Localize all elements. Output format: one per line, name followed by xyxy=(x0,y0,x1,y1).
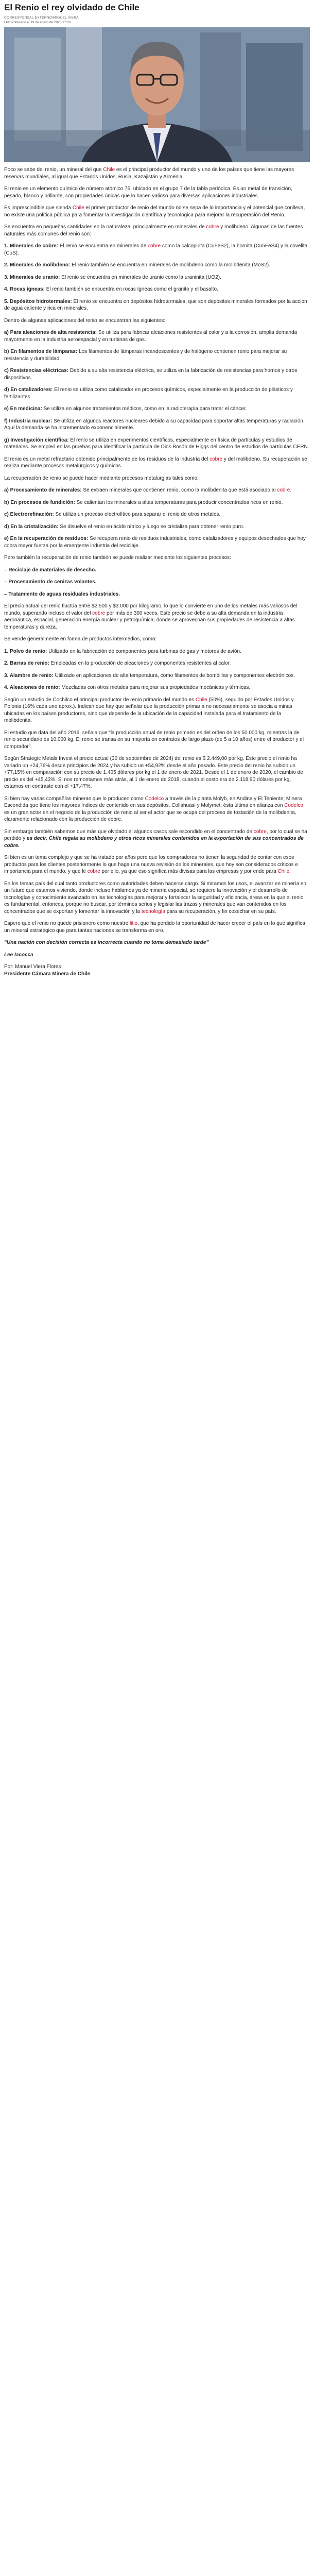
paragraph-text: Sin embargo también sabemos que más que olvidado el algunos casos sale escondido en el concentrado de xyxy=(4,828,254,835)
hero-portrait-image xyxy=(4,27,310,162)
article-paragraph xyxy=(4,329,310,343)
article-paragraph xyxy=(4,535,310,549)
paragraph-text: El renio se encuentra en depósitos hidrotermales, que son depósitos minerales formados por la acción de agua caliente y rica en minerales. xyxy=(4,298,307,311)
paragraph-text: El renio es un metal refractario obtenido principalmente de los residuos de la industria del xyxy=(4,456,210,462)
article-paragraph xyxy=(4,567,310,574)
article-paragraph xyxy=(4,166,310,180)
paragraph-text: Se disuelve el renio en ácido nítrico y luego se cristaliza para obtener renio puro. xyxy=(58,523,245,530)
article-body xyxy=(4,166,310,958)
article xyxy=(0,0,314,987)
portrait-illustration xyxy=(4,27,310,162)
paragraph-heading: – Procesamiento de cenizas volantes. xyxy=(4,579,97,585)
paragraph-heading: 3. Alambre de renio: xyxy=(4,672,54,679)
paragraph-text: Se recupera renio de residuos industriales, como catalizadores y equipos desechados que hoy cobra mayor fuerza por la emergente industria del reciclaje. xyxy=(4,536,306,549)
inline-link[interactable]: cobre xyxy=(87,869,100,874)
article-paragraph xyxy=(4,386,310,400)
signature-title: Presidente Cámara Minera de Chile xyxy=(4,971,91,977)
inline-link[interactable]: Codelco xyxy=(145,795,164,802)
paragraph-text: La recuperación de renio se puede hacer mediante procesos metalurgias tales como: xyxy=(4,475,199,481)
paragraph-heading: – Reciclaje de materiales de desecho. xyxy=(4,567,96,573)
paragraph-heading: b) En filamentos de lámparas: xyxy=(4,349,78,354)
article-paragraph xyxy=(4,437,310,451)
paragraph-heading: d) En la cristalización: xyxy=(4,523,59,530)
paragraph-text: el primer productor de renio del mundo no se sepa de lo importancia y el potencial que conlleva, no existe una política pública para fomentar la investigación científica y tecnológica para mejorar la recuperación del Renio. xyxy=(4,205,305,218)
article-paragraph xyxy=(4,880,310,916)
paragraph-text: (50%), seguido por Estados Unidos y Polonia (16% cada uno aprox.). Indican que hay que señalar que la producción primaria no necesariamente se asocia a minas ubicadas en los países productores, sino que depende de la ubicación de la capacidad instalada para el tratamiento de la molibdenita. xyxy=(4,697,294,723)
article-paragraph xyxy=(4,298,310,312)
article-paragraph xyxy=(4,367,310,381)
article-paragraph xyxy=(4,730,310,751)
paragraph-text: Se utiliza en algunos tratamientos médicos, como en la radioterapia para tratar el cáncer. xyxy=(42,406,247,412)
inline-link[interactable]: Chile xyxy=(103,167,115,173)
article-paragraph xyxy=(4,286,310,293)
paragraph-text: Se vende generalmente en forma de productos intermedios, como: xyxy=(4,636,157,642)
paragraph-text: . xyxy=(289,869,291,874)
paragraph-text: Poco se sabe del renio, un mineral del que xyxy=(4,167,103,173)
article-paragraph xyxy=(4,274,310,281)
article-paragraph xyxy=(4,795,310,823)
article-paragraph xyxy=(4,939,310,946)
article-paragraph xyxy=(4,636,310,643)
article-paragraph xyxy=(4,952,310,959)
article-paragraph xyxy=(4,205,310,218)
article-paragraph xyxy=(4,672,310,680)
article-paragraph xyxy=(4,579,310,586)
paragraph-heading: b) En procesos de fundición: xyxy=(4,499,75,505)
paragraph-heading: 1. Minerales de cobre: xyxy=(4,243,59,249)
paragraph-heading: 4. Aleaciones de renio: xyxy=(4,685,60,690)
paragraph-text: . xyxy=(290,487,292,493)
article-title: El Renio el rey olvidado de Chile xyxy=(4,3,139,12)
paragraph-heading: f) Industria nuclear: xyxy=(4,418,53,424)
paragraph-text: Los filamentos de lámparas incandescentes y de halógeno contienen renio para mejorar su resistencia y durabilidad. xyxy=(4,349,287,362)
paragraph-text: Es imprescindible que sienda xyxy=(4,205,73,211)
emphasis-text: “Una nación con decisión correcta es incorrecta cuando no toma demasiado tarde” xyxy=(4,940,209,945)
paragraph-heading: c) Resistencias eléctricas: xyxy=(4,368,69,374)
article-paragraph xyxy=(4,684,310,691)
inline-link[interactable]: Codelco xyxy=(284,803,303,808)
paragraph-heading: d) En catalizadores: xyxy=(4,387,53,393)
paragraph-text: Se utiliza para fabricar aleaciones resistentes al calor y a la corrosión, amplia demanda mayormente en la industria aeroespacial y en turbinas de gas. xyxy=(4,330,298,343)
inline-link[interactable]: cobre xyxy=(210,456,223,462)
inline-link[interactable]: cobre xyxy=(92,610,106,616)
article-byline[interactable]: CORRESPONSAL EXTERNO/MIGUEL VIERA xyxy=(4,16,79,20)
paragraph-heading: a) Para aleaciones de alta resistencia: xyxy=(4,330,97,335)
paragraph-text: El renio se utiliza como catalizador en procesos químicos, especialmente en la producción de plásticos y fertilizantes. xyxy=(4,387,293,400)
paragraph-text: El renio también se encuentra en minerales de molibdeno como la molibdenita (MoS2). xyxy=(70,262,270,268)
paragraph-text: Empleadas en la producción de aleaciones y componentes resistentes al calor. xyxy=(49,660,231,666)
paragraph-text: Mezcladas con otros metales para mejorar sus propiedades mecánicas y térmicas. xyxy=(60,685,251,690)
article-paragraph xyxy=(4,697,310,724)
emphasis-text: es decir, Chile regala su molibdeno y otros ricos minerales contenidos en la exportación de sus concentrados de cobre. xyxy=(4,836,304,849)
article-paragraph xyxy=(4,603,310,631)
inline-link[interactable]: Chile xyxy=(195,697,207,703)
inline-link[interactable]: cobre xyxy=(148,243,161,249)
signature-author: Por: Manuel Viera Flores xyxy=(4,964,61,970)
article-paragraph xyxy=(4,499,310,506)
article-paragraph xyxy=(4,920,310,934)
article-paragraph xyxy=(4,554,310,562)
paragraph-heading: 4. Rocas ígneas: xyxy=(4,286,45,292)
paragraph-text: Según Strategic Metals Invest el precio actual (30 de septiembre de 2024) del renio es $ 2.449,00 por kg. Este precio el renio ha variado un +24,76% desde principios de 2024 y ha subido un +54,92% desde el año pasado. Este precio del renio ha subido un +77,15% en comparación con su precio de 1.405 dólares por kg el 1 de enero de 2021. Desde el 1 de enero de 2020, el cambio de precio es del +45,43%. Si nos remontamos más atrás, al 1 de enero de 2018, cuando el costo era de 2.118,90 dólares por kg, estamos en contraste con el +17,47%. xyxy=(4,756,303,789)
paragraph-text: es un gran actor en el negocio de la producción de renio al ser el actor que se ocupa del proceso de tostación de la molibdenita, claramente relacionado con la producción de cobre. xyxy=(4,809,296,822)
paragraph-text: por ello, ya que eso significa más divisas para las empresas y por ende para xyxy=(100,869,278,874)
paragraph-text: Si bien hay varias compañías mineras que lo producen como xyxy=(4,795,145,802)
article-paragraph xyxy=(4,224,310,238)
inline-link[interactable]: tecnología xyxy=(141,908,165,914)
article-paragraph xyxy=(4,648,310,655)
paragraph-heading: e) En medicina: xyxy=(4,406,42,412)
article-paragraph xyxy=(4,511,310,518)
article-paragraph xyxy=(4,755,310,790)
article-paragraph xyxy=(4,262,310,269)
paragraph-text: Se calientan los minerales a altas temperaturas para producir concentrados ricos en renio. xyxy=(75,499,283,505)
article-paragraph xyxy=(4,405,310,413)
inline-link[interactable]: Chile xyxy=(277,869,290,874)
paragraph-heading: a) Procesamiento de minerales: xyxy=(4,487,82,493)
paragraph-text: Debido a su alta resistencia eléctrica, se utiliza en la fabricación de resistencias para hornos y otros dispositivos. xyxy=(4,368,298,381)
paragraph-text: En los temas país del cual tanto productores como autoridades deben hacerse cargo. Si miramos los usos, el avanzar en minería en un futuro que estamos viviendo, donde incluso hablamos ya de minería espacial, se requiere la innovación y el desarrollo de tecnologías y conocimiento avanzado en las tecnologías para mejorar y fortalecer la seguridad y eficiencia, áreas en la que el renio es fundamental, entonces, porque no buscar, por términos serios y legislar las trazas y minerales que van contenidos en los concentrados que se exportan y fomentar la innovación y la xyxy=(4,880,306,914)
inline-link[interactable]: cobre xyxy=(206,224,219,230)
inline-link[interactable]: cobre xyxy=(253,828,267,835)
paragraph-text: Utilizado en aplicaciones de alta temperatura, como filamentos de bombillas y componentes electrónicos. xyxy=(53,672,295,679)
article-paragraph xyxy=(4,523,310,531)
paragraph-text: , por lo cual se ha perdido y xyxy=(4,828,307,841)
paragraph-text: Se encuentra en pequeñas cantidades en la naturaleza, principalmente en minerales de xyxy=(4,224,206,230)
inline-link[interactable]: cobre xyxy=(277,487,290,493)
paragraph-text: El renio se encuentra en minerales de uranio como la uraninita (UO2). xyxy=(60,274,221,280)
paragraph-text: , que ha perdido la oportunidad de hacer crecer el país en lo que significa un mineral estratégico que para tantas naciones se transforma en oro. xyxy=(4,921,305,934)
paragraph-text: para su recuperación, y fin cosechar en su país. xyxy=(165,908,276,914)
article-paragraph xyxy=(4,660,310,667)
paragraph-text: El renio se utiliza en experimentos científicos, especialmente en física de partículas y estudios de materiales. Se empleó en las pruebas para identificar la partícula de Dios Bosón de Higgs del centro de estudios de partículas CERN. xyxy=(4,437,309,450)
paragraph-text: y del molibdeno. Su recuperación se realiza mediante procesos metalúrgicos y químicos. xyxy=(4,456,307,469)
inline-link[interactable]: litio xyxy=(130,921,138,926)
paragraph-text: y molibdeno. Algunas de las fuentes naturales más comunes del renio son: xyxy=(4,224,303,237)
paragraph-heading: 1. Polvo de renio: xyxy=(4,648,47,654)
article-paragraph xyxy=(4,348,310,362)
paragraph-heading: 3. Minerales de uranio: xyxy=(4,274,60,280)
paragraph-text: El renio es un elemento químico de número atómico 75, ubicado en el grupo 7 de la tabla periódica. Es un metal de transición, pesado, blanco y brillante, con propiedades únicas que lo hacen valioso para diversas aplicaciones industriales. xyxy=(4,186,292,199)
inline-link[interactable]: Chile xyxy=(72,205,84,211)
paragraph-text: El estudio que data del año 2016, señala que “la producción anual de renio primario es del orden de los 50.000 kg, mientras la de renio secundario es 10.000 kg. El renio se transa en su mayoría en contratos de largo plazo (de 5 a 10 años) entre el productor y el comprador”. xyxy=(4,730,304,750)
paragraph-text: a través de la planta Molyb, en Andina y El Teniente; Minera Escondida que tiene los mayores índices de contenido en sus depósitos, Collahuasi y Molymet, ésta última en alianza con xyxy=(4,795,302,808)
paragraph-text: Espero que el renio no quede prisionero como nuestro xyxy=(4,921,130,926)
article-paragraph xyxy=(4,591,310,598)
paragraph-text: Se extraen minerales que contienen renio, como la molibdenita que está asociado al xyxy=(81,487,277,493)
paragraph-heading: 5. Depósitos hidrotermales: xyxy=(4,298,72,304)
paragraph-text: Según un estudio de Cochilco el principal productor de renio primario del mundo es xyxy=(4,697,196,703)
paragraph-text: Se utiliza un proceso electrolítico para separar el renio de otros metales. xyxy=(54,512,221,517)
article-date: LPB Publicado el 19 de enero de 2023 17:00 xyxy=(4,21,71,24)
paragraph-text: Se utiliza en algunos reactores nucleares debido a su capacidad para soportar altas temperaturas y radiación. Aquí la demanda se ha incrementado exponencialmente. xyxy=(4,418,305,431)
article-paragraph xyxy=(4,828,310,850)
article-paragraph xyxy=(4,475,310,482)
article-paragraph xyxy=(4,243,310,257)
paragraph-heading: 2. Minerales de molibdeno: xyxy=(4,262,71,268)
signature xyxy=(4,963,310,977)
paragraph-text: Pero también la recuperación de renio también se puede realizar mediante los siguientes procesos: xyxy=(4,555,231,561)
article-paragraph xyxy=(4,456,310,470)
article-paragraph xyxy=(4,418,310,432)
paragraph-text: Dentro de algunas aplicaciones del renio se encuentran las siguientes: xyxy=(4,317,165,324)
paragraph-heading: e) En la recuperación de residuos: xyxy=(4,536,89,541)
article-paragraph xyxy=(4,854,310,875)
paragraph-heading: g) Investigación científica: xyxy=(4,437,69,443)
article-paragraph xyxy=(4,317,310,325)
paragraph-text: El renio también se encuentra en rocas ígneas como el granito y el basalto. xyxy=(44,286,218,292)
paragraph-text: El renio se encuentra en minerales de xyxy=(58,243,148,249)
paragraph-text: como la calcopirita (CuFeS2), la bornita (Cu5FeS4) y la covelita (CuS). xyxy=(4,243,308,256)
paragraph-heading: – Tratamiento de aguas residuales industriales. xyxy=(4,591,120,597)
article-paragraph xyxy=(4,487,310,494)
paragraph-text: por más de 300 veces. Este precio se debe a su alta demanda en la industria aeronáutica, espacial, generación energía nuclear y petroquímica, donde se aprovechan sus propiedades de resistencia a altas temperaturas y dureza. xyxy=(4,610,295,630)
paragraph-text: Si bien es un tema complejo y que se ha tratado por años pero que los compradores no tienen la seguridad de contar con esos productos para los clientes posteriormente lo que haga una nueva revisión de los minerales, que hoy son considerados críticos e importancia para el mundo, y que le xyxy=(4,855,298,874)
article-paragraph xyxy=(4,185,310,199)
paragraph-heading: c) Electrorefinación: xyxy=(4,512,54,517)
emphasis-text: Lee Iacocca xyxy=(4,952,33,958)
paragraph-heading: 2. Barras de renio: xyxy=(4,660,49,666)
paragraph-text: El precio actual del renio fluctúa entre $2.500 y $3.000 por kilogramo, lo que lo convierte en uno de los metales más valiosos del mundo, superando incluso el valor del xyxy=(4,603,298,616)
paragraph-text: Utilizado en la fabricación de componentes para turbinas de gas y motores de avión. xyxy=(47,648,241,654)
paragraph-text: es el principal productor del mundo y uno de los países que tiene las mayores reservas mundiales, al igual que Estados Unidos, Rusia, Kazajistán y Armenia. xyxy=(4,167,294,180)
